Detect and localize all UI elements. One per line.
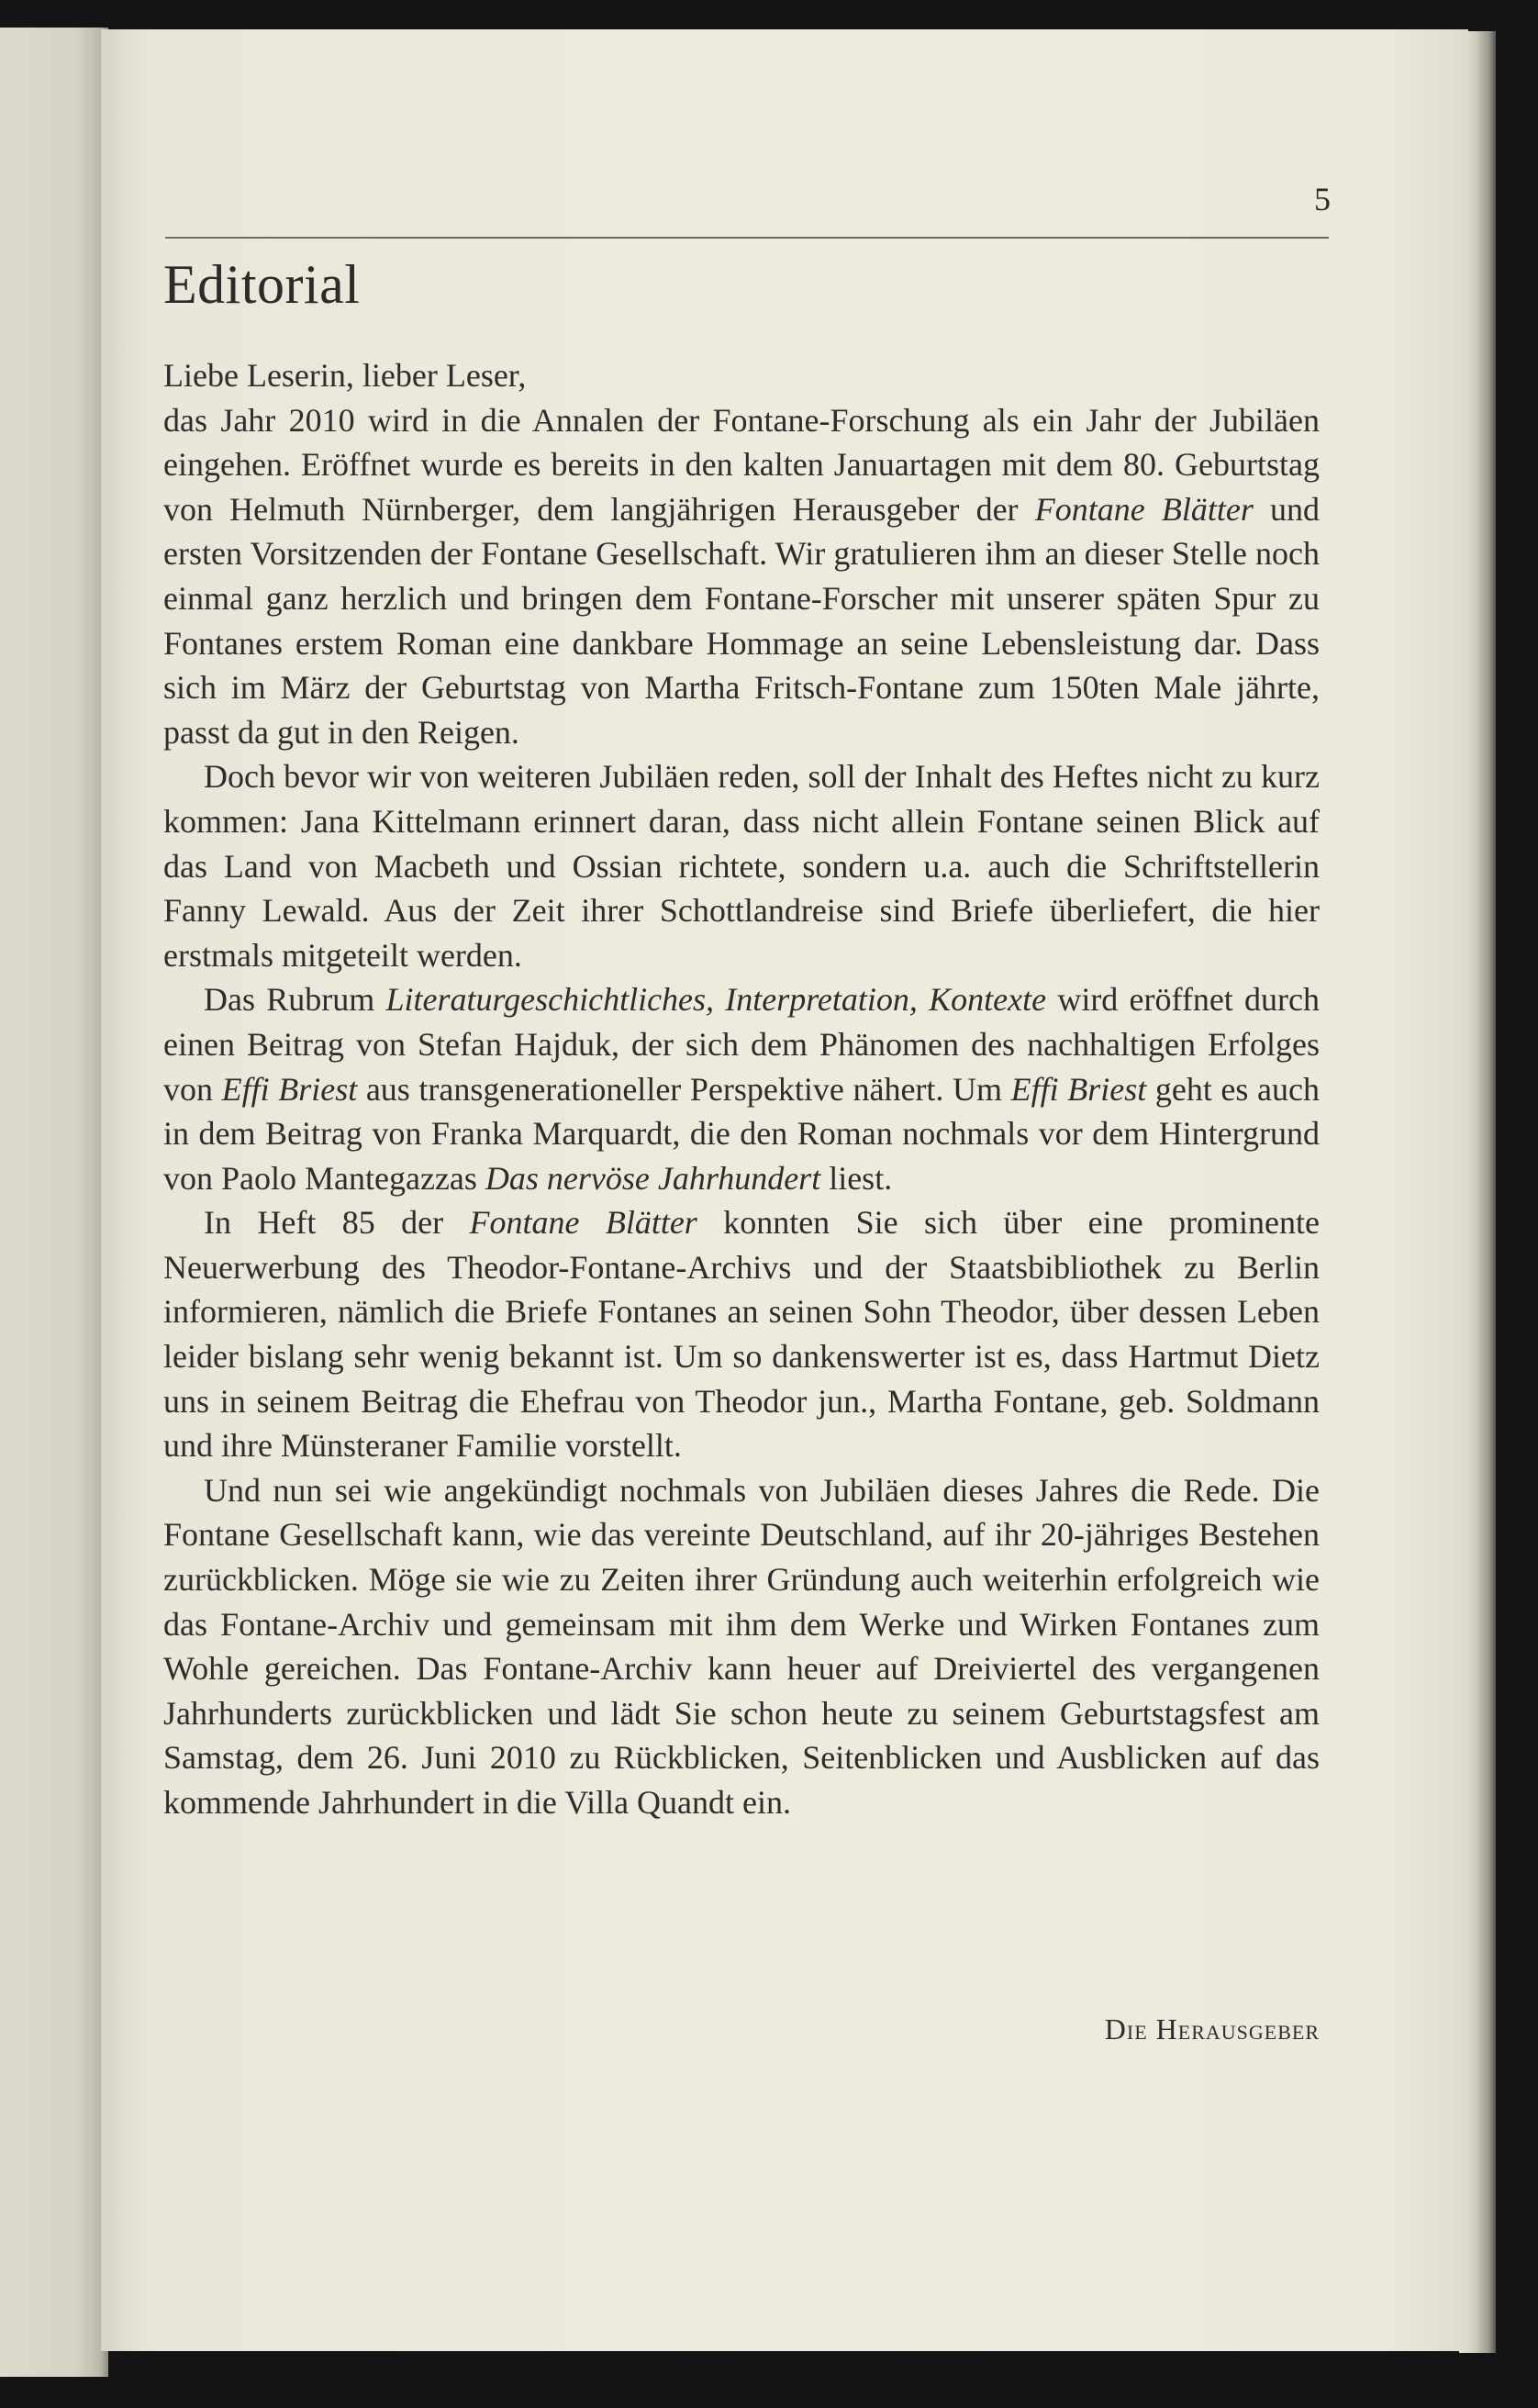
paragraph-4-text-b: konnten Sie sich über eine prominente Neuerwerbung des Theodor-Fontane-Archivs und der Staatsbibliothek zu Berlin informieren, nämlich die Briefe Fontanes an seinen Sohn Theodor, über dessen Leben leider bislang sehr wenig bekannt ist. Um so dankenswerter ist es, dass Hartmut Dietz uns in seinem Beitrag die Ehefrau von Theodor jun., Martha Fontane, geb. Soldmann und ihre Münsteraner Familie vorstellt.: [163, 1204, 1320, 1465]
page-title: Editorial: [163, 254, 361, 315]
paragraph-3-text-d: geht es auch in dem Beitrag von Franka Marquardt, die den Roman nochmals vor dem Hintergrund von Paolo Mantegazzas: [163, 1070, 1320, 1197]
novel-title-italic: Effi Briest: [221, 1070, 358, 1108]
paragraph-3-text-c: aus transgenerationeller Perspektive nähert. Um: [357, 1070, 1011, 1108]
novel-title-italic-2: Effi Briest: [1010, 1070, 1147, 1108]
signature: Die Herausgeber: [1104, 2012, 1320, 2046]
paragraph-1: [163, 398, 1320, 755]
paragraph-3-text-b: wird eröffnet durch einen Beitrag von Stefan Hajduk, der sich dem Phänomen des nachhaltigen Erfolges von: [163, 981, 1320, 1108]
header-rule: [165, 237, 1329, 239]
paragraph-3-text-a: Das Rubrum: [204, 981, 386, 1019]
left-page-edge: [0, 28, 108, 2377]
paragraph-1-text-b: und ersten Vorsitzenden der Fontane Gesellschaft. Wir gratulieren ihm an dieser Stelle noch einmal ganz herzlich und bringen dem Fontane-Forscher mit unserer späten Spur zu Fontanes erstem Roman eine dankbare Hommage an seine Lebensleistung dar. Dass sich im März der Geburtstag von Martha Fritsch-Fontane zum 150ten Male jährte, passt da gut in den Reigen.: [163, 490, 1321, 751]
book-title-italic: Das nervöse Jahrhundert: [485, 1159, 821, 1197]
paragraph-1-text-a: das Jahr 2010 wird in die Annalen der Fontane-Forschung als ein Jahr der Jubiläen eingehen. Eröffnet wurde es bereits in den kalten Januartagen mit dem 80. Geburtstag von Helmuth Nürnberger, dem langjährigen Herausgeber der: [163, 401, 1320, 528]
page-number: 5: [1314, 181, 1331, 217]
journal-title-italic-2: Fontane Blätter: [469, 1204, 697, 1242]
paragraph-4-text-a: In Heft 85 der: [204, 1204, 470, 1242]
paragraph-4: [163, 1200, 1320, 1468]
paragraph-2: Doch bevor wir von weiteren Jubiläen reden, soll der Inhalt des Heftes nicht zu kurz kommen: Jana Kittelmann erinnert daran, dass nicht allein Fontane seinen Blick auf das Land von Macbeth und Ossian richtete, sondern u.a. auch die Schriftstellerin Fanny Lewald. Aus der Zeit ihrer Schottlandreise sind Briefe überliefert, die hier erstmals mitgeteilt werden.: [163, 758, 1320, 974]
salutation: Liebe Leserin, lieber Leser,: [163, 357, 527, 394]
rubric-title-italic: Literaturgeschichtliches, Interpretation, Kontexte: [385, 981, 1047, 1019]
editorial-body: [163, 353, 1320, 1825]
paragraph-3: [163, 977, 1320, 1200]
paragraph-5: Und nun sei wie angekündigt nochmals von Jubiläen dieses Jahres die Rede. Die Fontane Gesellschaft kann, wie das vereinte Deutschland, auf ihr 20-jähriges Bestehen zurückblicken. Möge sie wie zu Zeiten ihrer Gründung auch weiterhin erfolgreich wie das Fontane-Archiv und gemeinsam mit ihm dem Werke und Wirken Fontanes zum Wohle gereichen. Das Fontane-Archiv kann heuer auf Dreiviertel des vergangenen Jahrhunderts zurückblicken und lädt Sie schon heute zu seinem Geburtstagsfest am Samstag, dem 26. Juni 2010 zu Rückblicken, Seitenblicken und Ausblicken auf das kommende Jahrhundert in die Villa Quandt ein.: [163, 1471, 1320, 1821]
paragraph-3-text-e: liest.: [820, 1159, 893, 1197]
journal-title-italic: Fontane Blätter: [1034, 490, 1254, 528]
